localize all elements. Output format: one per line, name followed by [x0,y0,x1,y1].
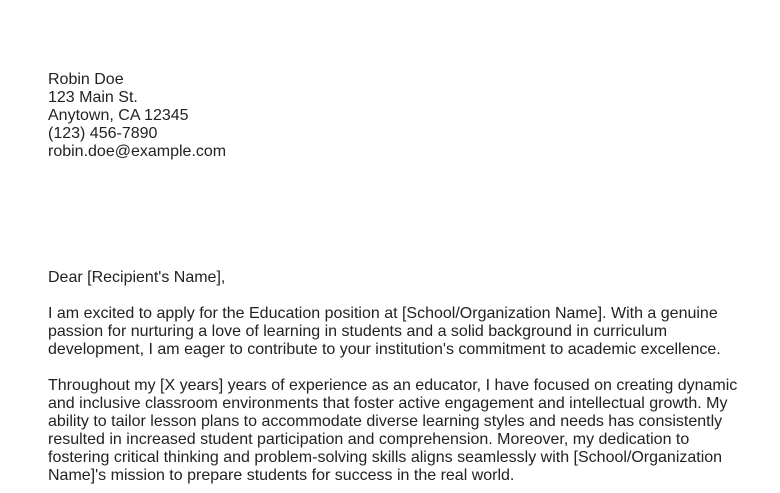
salutation: Dear [Recipient's Name], [48,269,226,286]
body-paragraph-2: Throughout my [X years] years of experience as an educator, I have focused on creating dynamic and inclusive classroom environments that foster active engagement and intellectual growth. My ability to tailor lesson plans to accommodate diverse learning styles and needs has consistently resulted in increased student participation and comprehension. Moreover, my dedication to fostering critical thinking and problem-solving skills aligns seamlessly with [School/Organization Name]'s mission to prepare students for success in the real world. [48,377,738,484]
sender-email: robin.doe@example.com [48,143,227,160]
sender-city: Anytown, CA 12345 [48,107,189,124]
body-paragraph-1: I am excited to apply for the Education position at [School/Organization Name]. With a genuine passion for nurturing a love of learning in students and a solid background in curriculum development, I am eager to contribute to your institution's commitment to academic excellence. [48,305,721,358]
sender-block [48,71,738,161]
sender-name: Robin Doe [48,71,124,88]
sender-street: 123 Main St. [48,89,138,106]
cover-letter [48,71,738,485]
sender-phone: (123) 456-7890 [48,125,158,142]
